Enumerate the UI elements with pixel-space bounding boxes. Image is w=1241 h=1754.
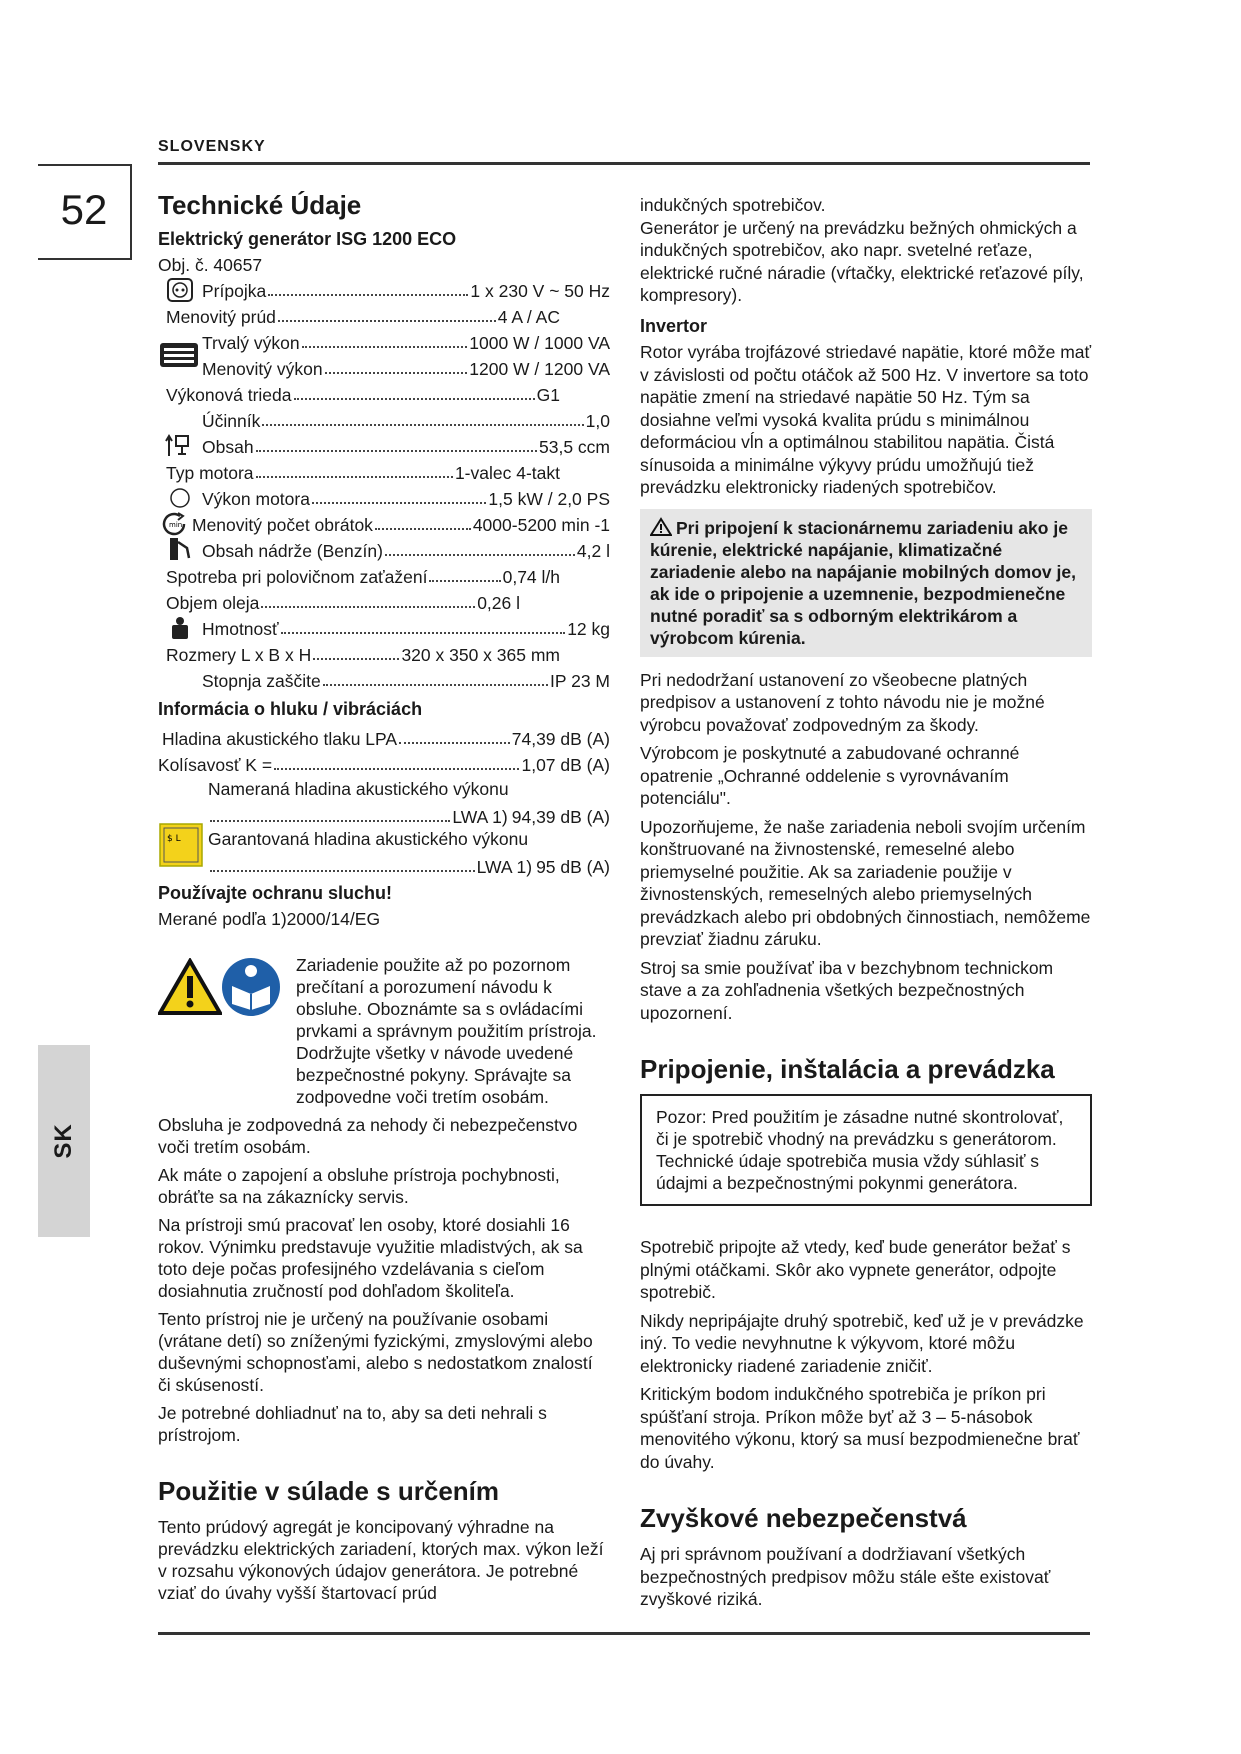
- spec-value: 1200 W / 1200 VA: [469, 359, 610, 379]
- spec-row: [158, 588, 610, 614]
- spec-value: G1: [536, 385, 560, 405]
- read-manual-icon: [220, 956, 282, 1018]
- warning-triangle-icon: [158, 958, 222, 1016]
- spec-row: [158, 640, 610, 666]
- spec-label: Menovitý počet obrátok: [192, 515, 373, 535]
- spec-row: [158, 666, 610, 692]
- language-header: SLOVENSKY: [158, 138, 266, 155]
- spec-row: [158, 354, 610, 380]
- measured-standard: Merané podľa 1)2000/14/EG: [158, 909, 381, 929]
- side-tab-label: SK: [50, 1123, 77, 1159]
- order-number: Obj. č. 40657: [158, 255, 263, 275]
- paragraph: Kritickým bodom indukčného spotrebiča je príkon pri spúšťaní stroja. Príkon môže byť až 3 – 5-násobok menovitého výkonu, ktorý sa musí bezpodmienečne brať do úvahy.: [640, 1384, 1080, 1472]
- noise-row: [158, 750, 610, 776]
- usage-title: Použitie v súlade s určením: [158, 1476, 499, 1506]
- connection-title: Pripojenie, inštalácia a prevádzka: [640, 1054, 1055, 1084]
- spec-value: 4000-5200 min -1: [472, 515, 610, 535]
- spec-value: 12 kg: [567, 619, 610, 639]
- noise-label: Kolísavosť K =: [158, 755, 273, 775]
- spec-label: Výkon motora: [202, 489, 310, 509]
- invertor-heading: Invertor: [640, 315, 708, 336]
- spec-value: 320 x 350 x 365 mm: [401, 645, 560, 665]
- noise-value: 74,39 dB (A): [511, 729, 610, 749]
- spec-value: 0,26 l: [477, 593, 520, 613]
- product-name: Elektrický generátor ISG 1200 ECO: [158, 229, 457, 249]
- tech-data-title: Technické Údaje: [158, 190, 362, 220]
- paragraph: Upozorňujeme, že naše zariadenia neboli svojím určením konštruované na živnostenské, remeselné alebo priemyselné použitie. Ak sa zariadenie použije v živnostenských, remeselných alebo priemyselných prevádzkach alebo pri obdobných činnostiach, nemôžeme prevziať žiadnu záruku.: [640, 816, 1091, 949]
- warning-icon: [650, 517, 672, 537]
- noise-value: 95 dB (A): [536, 857, 610, 877]
- noise-label: LWA 1): [452, 807, 508, 827]
- spec-row: [158, 380, 610, 406]
- note-box: Pozor: Pred použitím je zásadne nutné skontrolovať, či je spotrebič vhodný na prevádzku s generátorom. Technické údaje spotrebiča musia vždy súhlasiť s údajmi a bezpečnostnými pokynmi generátora.: [640, 1094, 1092, 1206]
- noise-row: Nameraná hladina akustického výkonu: [208, 779, 509, 799]
- noise-row: [158, 724, 610, 750]
- left-column: [158, 190, 610, 1610]
- socket-icon: [158, 278, 202, 302]
- svg-text:$ L: $ L: [167, 834, 181, 844]
- spec-row: [158, 432, 610, 458]
- spec-row: [158, 302, 610, 328]
- spec-row: [158, 328, 610, 354]
- fuel-pump-icon: [158, 536, 202, 562]
- noise-value: 1,07 dB (A): [521, 755, 610, 775]
- warning-box: [640, 509, 1092, 657]
- sound-power-label-icon: [158, 822, 204, 868]
- spec-value: 4,2 l: [576, 541, 610, 561]
- spec-label: Objem oleja: [166, 593, 260, 613]
- spec-row: [158, 562, 610, 588]
- warning-text: Pri pripojení k stacionárnemu zariadeniu ako je kúrenie, elektrické napájanie, klimatizačné zariadenie alebo na napájanie mobilných domov je, ak ide o pripojenie a uzemnenie, bezpodmienečne nutné poradiť sa s odborným elektrikárom a výrobcom kúrenia.: [650, 517, 1076, 648]
- spec-row: [158, 484, 610, 510]
- paragraph: indukčných spotrebičov.: [640, 195, 826, 215]
- spec-label: Stopnja zaščite: [202, 671, 321, 691]
- spec-row: [158, 276, 610, 302]
- spec-label: Obsah: [202, 437, 254, 457]
- right-column: [640, 194, 1092, 1617]
- noise-value: 94,39 dB (A): [511, 807, 610, 827]
- spec-row: [158, 614, 610, 640]
- paragraph: Generátor je určený na prevádzku bežných ohmických a indukčných spotrebičov, ako napr. svetelné reťaze, elektrické ručné náradie (vŕtačky, elektrické reťazové píly, kompresory).: [640, 217, 1084, 305]
- spec-row: [158, 406, 610, 432]
- safety-paragraph: Na prístroji smú pracovať len osoby, ktoré dosiahli 16 rokov. Výnimku predstavuje využitie mladistvých, ak sa toto deje počas profesijného vzdelávania s cieľom dosiahnutia zručností pod dohľadom školiteľa.: [158, 1215, 583, 1301]
- invertor-text: Rotor vyrába trojfázové striedavé napätie, ktoré môže mať v závislosti od počtu otáčok až 500 Hz. V invertore sa toto napätie zmení na striedavé napätie 50 Hz. Tým sa dosiahne veľmi vysoká kvalita prúdu s minimálnou deformáciou vĺn a optimálnou stabilitou napätia. Čistá sínusoida a minimálne výkyvy prúdu umožňujú tiež prevádzku elektronicky riadených spotrebičov.: [640, 342, 1092, 497]
- spec-label: Účinník: [202, 411, 261, 431]
- spec-value: 1,5 kW / 2,0 PS: [488, 489, 610, 509]
- spec-label: Obsah nádrže (Benzín): [202, 541, 383, 561]
- safety-paragraph: Obsluha je zodpovedná za nehody či nebezpečenstvo voči tretím osobám.: [158, 1115, 578, 1157]
- ear-protection: Používajte ochranu sluchu!: [158, 883, 393, 903]
- spec-value: 0,74 l/h: [502, 567, 560, 587]
- spec-value: 4 A / AC: [497, 307, 560, 327]
- engine-icon: [158, 432, 202, 458]
- spec-value: 1000 W / 1000 VA: [469, 333, 610, 353]
- spec-value: IP 23 M: [550, 671, 610, 691]
- spec-row: [158, 536, 610, 562]
- spec-row: [158, 510, 610, 536]
- paragraph: Stroj sa smie používať iba v bezchybnom technickom stave a za zohľadnenia všetkých bezpečnostných upozornení.: [640, 957, 1054, 1023]
- spec-label: Spotreba pri polovičnom zaťažení: [166, 567, 428, 587]
- spec-label: Typ motora: [166, 463, 254, 483]
- spec-label: Trvalý výkon: [202, 333, 300, 353]
- noise-row: Garantovaná hladina akustického výkonu: [208, 829, 529, 849]
- page-number: 52: [60, 186, 108, 233]
- residual-risk-text: Aj pri správnom používaní a dodržiavaní všetkých bezpečnostných predpisov môžu stále ešte existovať zvyškové riziká.: [640, 1544, 1051, 1609]
- bottom-rule: [158, 1632, 1090, 1635]
- safety-paragraph: Tento prístroj nie je určený na používanie osobami (vrátane detí) so zníženými fyzickými, zmyslovými alebo duševnými schopnosťami, alebo s nedostatkom znalostí či skúseností.: [158, 1309, 593, 1395]
- safety-paragraph: Je potrebné dohliadnuť na to, aby sa deti nehrali s prístrojom.: [158, 1403, 547, 1445]
- spec-label: Prípojka: [202, 281, 267, 301]
- noise-label: Hladina akustického tlaku LPA: [162, 729, 398, 749]
- noise-label: LWA 1): [476, 857, 533, 877]
- safety-paragraph: Zariadenie použite až po pozornom prečítaní a porozumení návodu k obsluhe. Oboznámte sa s ovládacími prvkami a správnym použitím prístroja. Dodržujte všetky v návode uvedené bezpečnostné pokyny. Správajte sa zodpovedne voči tretím osobám.: [296, 955, 597, 1107]
- spec-value: 1,0: [585, 411, 610, 431]
- noise-heading: Informácia o hluku / vibráciách: [158, 699, 423, 719]
- spec-label: Hmotnosť: [202, 619, 279, 639]
- spec-value: 1-valec 4-takt: [454, 463, 560, 483]
- paragraph: Nikdy nepripájajte druhý spotrebič, keď už je v prevádzke iný. To vedie nevyhnutne k výkyvom, ktoré môžu elektronicky riadené zariadenie zničiť.: [640, 1310, 1084, 1376]
- paragraph: Pri nedodržaní ustanovení zo všeobecne platných predpisov a ustanovení z tohto návodu nie je možné výrobcu považovať zodpovedným za škody.: [640, 669, 1045, 735]
- spec-row: [158, 458, 610, 484]
- language-side-tab: [38, 1045, 90, 1237]
- weight-icon: [158, 616, 202, 640]
- svg-text:min: min: [169, 521, 183, 529]
- spec-label: Rozmery L x B x H: [166, 645, 312, 665]
- noise-row: [158, 850, 610, 878]
- top-rule: [158, 162, 1090, 165]
- safety-paragraph: Ak máte o zapojení a obsluhe prístroja pochybnosti, obráťte sa na zákaznícky servis.: [158, 1165, 560, 1207]
- spec-label: Menovitý prúd: [166, 307, 276, 327]
- paragraph: Spotrebič pripojte až vtedy, keď bude generátor bežať s plnými otáčkami. Skôr ako vypnete generátor, odpojte spotrebič.: [640, 1237, 1071, 1302]
- generator-icon: [158, 340, 200, 370]
- safety-section: [158, 954, 610, 1446]
- rpm-icon: [158, 512, 192, 536]
- noise-row: [158, 800, 610, 828]
- paragraph: Výrobcom je poskytnuté a zabudované ochranné opatrenie „Ochranné oddelenie s vyrovnávaním potenciálu".: [640, 743, 1020, 808]
- spec-label: Výkonová trieda: [166, 385, 292, 405]
- spec-label: Menovitý výkon: [202, 359, 323, 379]
- spec-value: 1 x 230 V ~ 50 Hz: [470, 281, 610, 301]
- spec-value: 53,5 ccm: [539, 437, 610, 457]
- power-circle-icon: [158, 486, 202, 510]
- usage-text: Tento prúdový agregát je koncipovaný výhradne na prevádzku elektrických zariadení, ktorých max. výkon leží v rozsahu výkonových údajov generátora. Je potrebné vziať do úvahy vyšší štartovací prúd: [158, 1517, 604, 1603]
- residual-risk-title: Zvyškové nebezpečenstvá: [640, 1503, 967, 1533]
